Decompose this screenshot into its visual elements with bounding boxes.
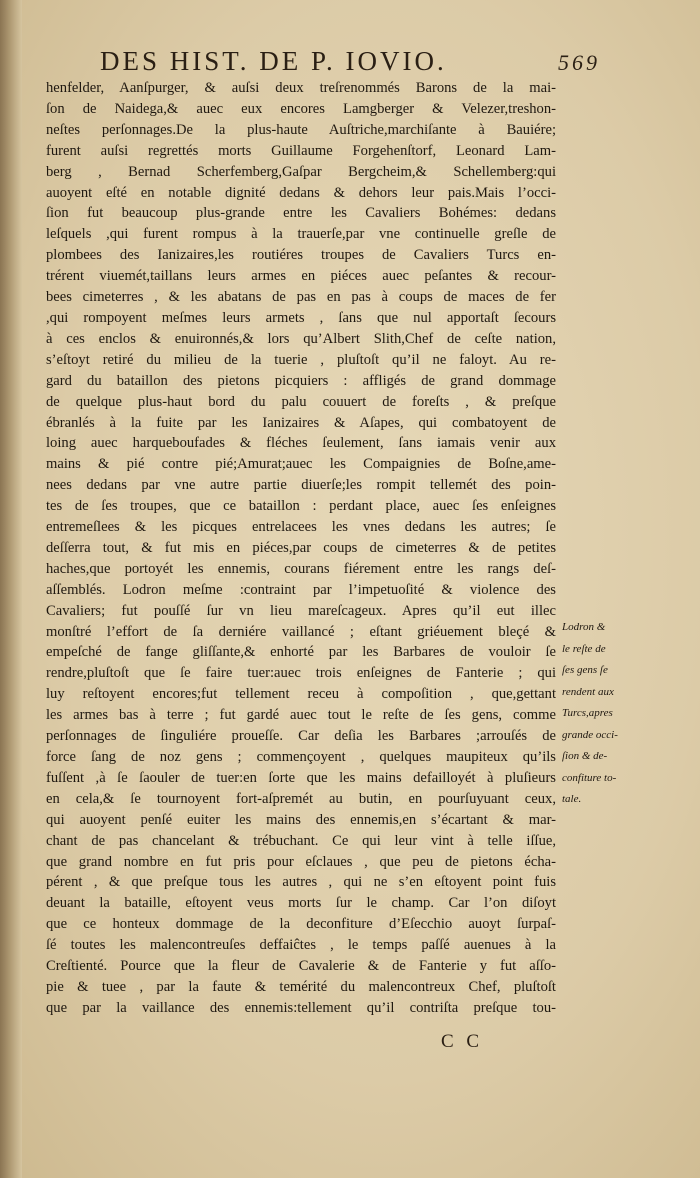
margin-note-line: ſion & de- [562, 750, 608, 762]
text-line: fuſſent ,à ſe ſaouler de tuer:en ſorte que les mains defailloyét à pluſieurs [46, 769, 556, 786]
margin-note-line: tale. [562, 793, 582, 805]
page-gutter-shadow [0, 0, 22, 1178]
text-line: plombees des Ianizaires,les routiéres troupes de Cavaliers Turcs en- [46, 247, 556, 264]
text-line: ſon de Naidega,& auec eux encores Lamgberger & Velezer,treshon- [46, 100, 556, 117]
text-line: que ce honteux dommage de la deconfiture d’Eſecchio auoyt ſurpaſ- [46, 916, 556, 933]
text-line: force ſang de noz gens ; commençoyent , quelques maupiteux qu’ils [46, 749, 556, 765]
text-line: Cavaliers; fut pouſſé ſur vn lieu mareſcageux. Apres qu’il eut illec [46, 602, 556, 619]
text-line: neſtes perſonnages.De la plus-haute Auſtriche,marchiſante à Bauiére; [46, 121, 556, 138]
text-line: perſonnages de ſinguliére proueſſe. Car deſia les Barbares ;arrouſés de [46, 728, 556, 745]
text-line: leſquels ,qui furent rompus à la trauerſe,par vne continuelle greſle de [46, 226, 556, 243]
text-line: ébranlés à la fuite par les Ianizaires & Aſapes, qui combatoyent de [46, 414, 556, 431]
text-line: loing auec harqueboufades & fléches ſeulement, ſans iamais venir aux [46, 435, 556, 452]
text-line: aſſemblés. Lodron meſme :contraint par l’impetuoſité & violence des [46, 581, 556, 598]
text-line: ſion fut beaucoup plus-grande entre les Cavaliers Bohémes: dedans [46, 205, 556, 222]
text-line: luy reſtoyent encores;fut tellement receu à compoſition , que,gettant [46, 686, 556, 703]
text-line: bees cimeterres , & les abatans de pas en pas à coups de maces de fer [46, 289, 556, 306]
signature-mark: C C [441, 1031, 484, 1052]
text-line: les armes bas à terre ; fut gardé auec tout le reſte de ſes gens, comme [46, 707, 556, 724]
text-line: que par la vaillance des ennemis:tellement qu’il contriſta preſque tou- [46, 999, 556, 1016]
text-line: trérent viuemét,taillans leurs armes en piéces auec peſantes & recour- [46, 268, 556, 285]
text-line: deſſerra tout, & fut mis en piéces,par coups de cimeterres & de petites [46, 539, 556, 556]
text-line: monſtré l’effort de ſa derniére vaillancé ; eſtant griéuement bleçé & [46, 623, 556, 640]
text-line: gard du bataillon des pietons picquiers : affligés de grand dommage [46, 372, 556, 389]
text-line: qui auoyent penſé euiter les mains des ennemis,en s’écartant & mar- [46, 811, 556, 828]
text-line: pie & tuee , par la faute & temérité du malencontreux Chef, pluſtoſt [46, 978, 556, 995]
text-line: à ces enclos & enuironnés,& lors qu’Albert Slith,Chef de ceſte nation, [46, 330, 556, 347]
text-line: ſé toutes les malencontreuſes deffaiĉtes , le temps paſſé auenues à la [46, 937, 556, 954]
text-line: berg , Bernad Scherfemberg,Gaſpar Bergcheim,& Schellemberg:qui [46, 163, 556, 180]
margin-note-line: grande occi- [562, 728, 618, 741]
text-line: que grand nombre en fut pris pour eſclaues , que peu de pietons écha- [46, 853, 556, 870]
margin-note-line: le reſte de [562, 642, 606, 655]
text-line: chant de pas chancelant & trébuchant. Ce qui leur vint à telle iſſue, [46, 832, 556, 849]
margin-note-line: rendent aux [562, 685, 614, 698]
margin-note [562, 617, 680, 811]
margin-note-line: confiture to- [562, 771, 617, 784]
text-line: deuant la bataille, eſtoyent veus morts ſur le champ. Car l’on diſoyt [46, 895, 556, 912]
text-line: nees dedans par vne autre partie diuerſe;les rompit tellemét des poin- [46, 477, 556, 494]
main-text-block [46, 78, 556, 1019]
text-line: Creſtienté. Pource que la fleur de Cavalerie & de Fanterie y fut aſſo- [46, 958, 556, 975]
text-line: auoyent eſté en notable dignité dedans & dehors leur pais.Mais l’occi- [46, 184, 556, 201]
text-line: henfelder, Aanſpurger, & auſsi deux treſrenommés Barons de la mai- [46, 80, 556, 96]
text-line: mains & pié contre pié;Amurat;auec les Compaignies de Boſne,ame- [46, 456, 556, 473]
text-line: empeſché de fange gliſſante,& enhorté par les Barbares de vouloir ſe [46, 644, 556, 661]
text-line: en cela,& ſe tournoyent fort-aſpremét au butin, en pourſuyuant ceux, [46, 790, 556, 807]
margin-note-line: Lodron & [562, 621, 606, 633]
text-line: furent auſsi regrettés morts Guillaume Forgehenſtorf, Leonard Lam- [46, 142, 556, 159]
text-line: entremeſlees & les picques entrelacees les vnes dedans les autres; ſe [46, 519, 556, 536]
text-line: tes de ſes troupes, que ce bataillon : perdant place, auec ſes enſeignes [46, 498, 556, 515]
text-line: rendre,pluſtoſt que ſe faire tuer:auec trois enſeignes de Fanterie ; qui [46, 665, 556, 682]
text-line: de quelque plus-haut bord du palu couuert de foreſts , & preſque [46, 393, 556, 410]
running-title: DES HIST. DE P. IOVIO. [100, 46, 447, 76]
text-line: pérent , & que preſque tous les autres , qui ne s’en eſtoyent point fuis [46, 874, 556, 891]
text-line: s’eſtoyt retiré du milieu de la tuerie , pluſtoſt qu’il ne faloyt. Au re- [46, 351, 556, 368]
margin-note-line: Turcs,apres [562, 707, 613, 719]
text-line: haches,que portoyét les ennemis, courans fiérement entre les rangs deſ- [46, 560, 556, 577]
text-line: ,qui rompoyent meſmes leurs armets , ſans que nul apportaſt ſecours [46, 309, 556, 326]
margin-note-line: ſes gens ſe [562, 664, 608, 676]
page-number: 569 [558, 50, 600, 75]
